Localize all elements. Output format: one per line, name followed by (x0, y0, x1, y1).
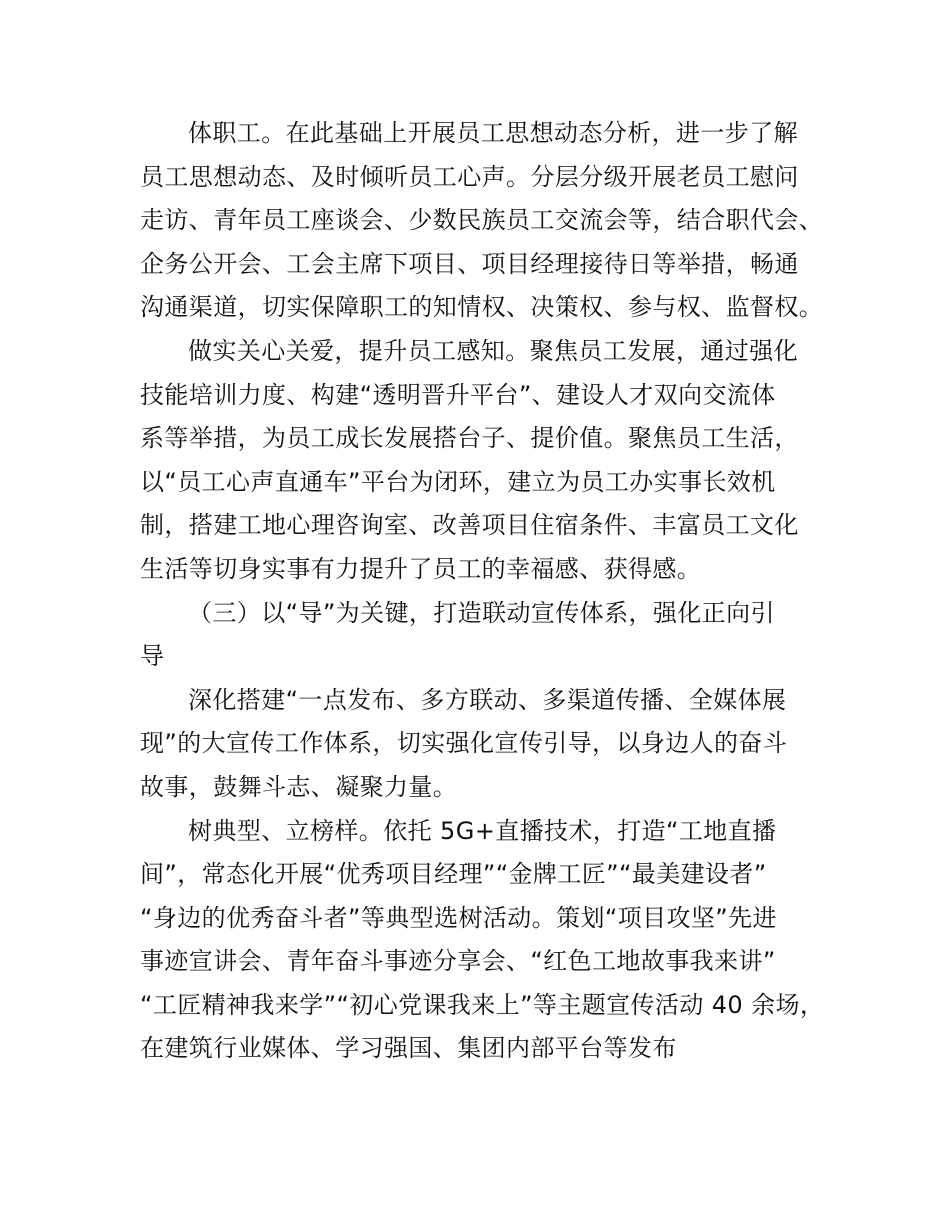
text-line: （三）以“导”为关键，打造联动宣传体系，强化正向引 (188, 598, 775, 627)
paragraph-role-models (140, 810, 840, 1072)
text-line: 制，搭建工地心理咨询室、改善项目住宿条件、丰富员工文化 (140, 511, 799, 540)
text-line: 间”，常态化开展“优秀项目经理”“金牌工匠”“最美建设者” (140, 860, 767, 889)
text-line: 沟通渠道，切实保障职工的知情权、决策权、参与权、监督权。 (140, 293, 824, 322)
section-heading (140, 592, 840, 679)
text-line: 系等举措，为员工成长发展搭台子、提价值。聚焦员工生活， (140, 424, 799, 453)
text-line: 以“员工心声直通车”平台为闭环，建立为员工办实事长效机 (140, 467, 776, 496)
text-line: 事迹宣讲会、青年奋斗事迹分享会、“红色工地故事我来讲” (140, 947, 776, 976)
text-line: 做实关心关爱，提升员工感知。聚焦员工发展，通过强化 (188, 336, 798, 365)
text-line: 体职工。在此基础上开展员工思想动态分析，进一步了解 (188, 119, 798, 147)
text-line: 现”的大宣传工作体系，切实强化宣传引导，以身边人的奋斗 (140, 729, 788, 758)
text-line: 技能培训力度、构建“透明晋升平台”、建设人才双向交流体 (140, 380, 776, 409)
paragraph-publicity-system (140, 679, 840, 810)
paragraph-employee-communication (140, 112, 840, 330)
text-line: 生活等切身实事有力提升了员工的幸福感、获得感。 (140, 554, 702, 583)
document-body (140, 112, 840, 1071)
text-line: 树典型、立榜样。依托 5G+直播技术，打造“工地直播 (188, 816, 777, 845)
text-line: 在建筑行业媒体、学习强国、集团内部平台等发布 (140, 1034, 677, 1063)
text-line: 走访、青年员工座谈会、少数民族员工交流会等，结合职代会、 (140, 206, 824, 235)
text-line: 深化搭建“一点发布、多方联动、多渠道传播、全媒体展 (188, 685, 787, 714)
paragraph-employee-care (140, 330, 840, 592)
text-line: “身边的优秀奋斗者”等典型选树活动。策划“项目攻坚”先进 (140, 903, 777, 932)
text-line: 导 (140, 642, 165, 671)
text-line: 员工思想动态、及时倾听员工心声。分层分级开展老员工慰问 (140, 162, 799, 191)
text-line: “工匠精神我来学”“初心党课我来上”等主题宣传活动 40 余场， (140, 990, 825, 1019)
text-line: 故事，鼓舞斗志、凝聚力量。 (140, 772, 458, 801)
text-line: 企务公开会、工会主席下项目、项目经理接待日等举措，畅通 (140, 249, 799, 278)
